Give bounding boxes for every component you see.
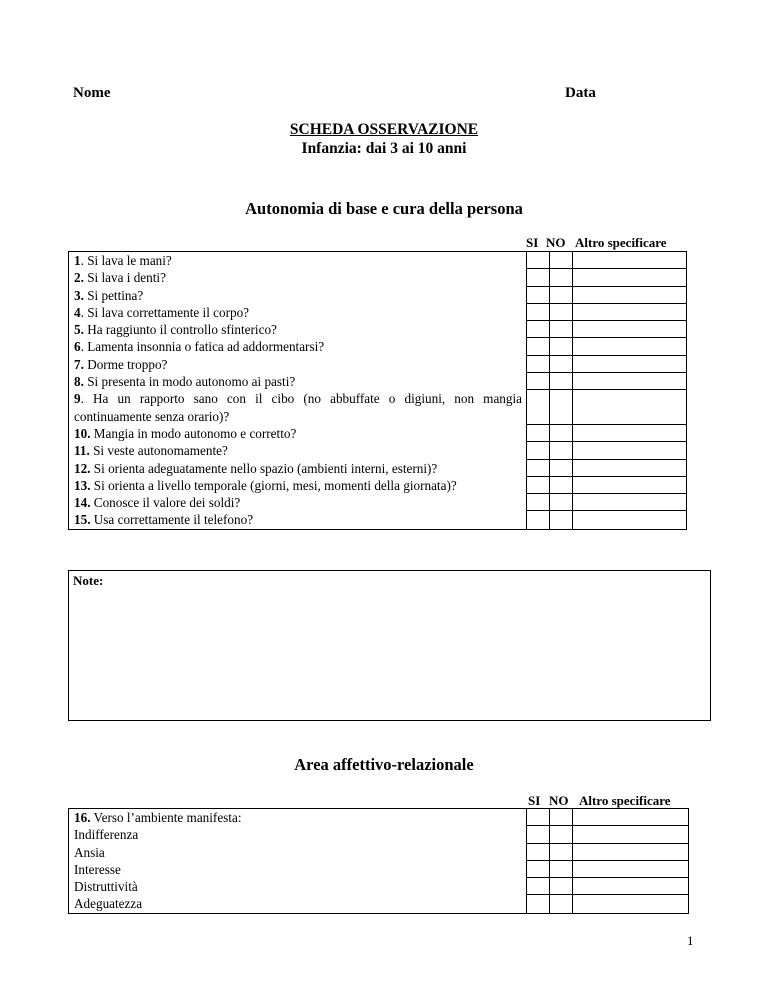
si-checkbox[interactable] bbox=[527, 304, 550, 321]
no-checkbox[interactable] bbox=[550, 252, 573, 269]
no-checkbox[interactable] bbox=[550, 809, 573, 826]
si-checkbox[interactable] bbox=[527, 252, 550, 269]
question-text: 6. Lamenta insonnia o fatica ad addormentarsi? bbox=[69, 338, 527, 355]
affettivo-table bbox=[68, 808, 689, 914]
table-row bbox=[69, 809, 688, 826]
autonomia-table bbox=[68, 251, 687, 530]
no-checkbox[interactable] bbox=[550, 442, 573, 459]
si-checkbox[interactable] bbox=[527, 390, 550, 425]
document-title: SCHEDA OSSERVAZIONE bbox=[289, 121, 479, 138]
si-checkbox[interactable] bbox=[527, 269, 550, 286]
no-checkbox[interactable] bbox=[550, 390, 573, 425]
table-row bbox=[69, 460, 686, 477]
no-checkbox[interactable] bbox=[550, 269, 573, 286]
table-row bbox=[69, 511, 686, 528]
column-header-si: SI bbox=[528, 793, 541, 808]
altro-field[interactable] bbox=[573, 390, 686, 425]
no-checkbox[interactable] bbox=[550, 460, 573, 477]
table-row bbox=[69, 442, 686, 459]
si-checkbox[interactable] bbox=[527, 460, 550, 477]
no-checkbox[interactable] bbox=[550, 321, 573, 338]
no-checkbox[interactable] bbox=[550, 304, 573, 321]
option-text: Distruttività bbox=[69, 878, 527, 895]
question-text: 13. Si orienta a livello temporale (giorni, mesi, momenti della giornata)? bbox=[69, 477, 527, 494]
si-checkbox[interactable] bbox=[527, 511, 550, 528]
section-heading-affettivo: Area affettivo-relazionale bbox=[294, 755, 474, 774]
no-checkbox[interactable] bbox=[550, 861, 573, 878]
page-number: 1 bbox=[687, 933, 694, 948]
altro-field[interactable] bbox=[573, 878, 688, 895]
question-text: 14. Conosce il valore dei soldi? bbox=[69, 494, 527, 511]
question-text: 11. Si veste autonomamente? bbox=[69, 442, 527, 459]
question-text: 9. Ha un rapporto sano con il cibo (no abbuffate o digiuni, non mangia continuamente senza orario)? bbox=[69, 390, 527, 425]
no-checkbox[interactable] bbox=[550, 895, 573, 912]
altro-field[interactable] bbox=[573, 442, 686, 459]
no-checkbox[interactable] bbox=[550, 494, 573, 511]
altro-field[interactable] bbox=[573, 269, 686, 286]
table-row bbox=[69, 477, 686, 494]
question-text: 8. Si presenta in modo autonomo ai pasti? bbox=[69, 373, 527, 390]
table-row bbox=[69, 356, 686, 373]
no-checkbox[interactable] bbox=[550, 338, 573, 355]
option-text: Adeguatezza bbox=[69, 895, 527, 912]
si-checkbox[interactable] bbox=[527, 494, 550, 511]
si-checkbox[interactable] bbox=[527, 826, 550, 843]
section-heading-autonomia: Autonomia di base e cura della persona bbox=[245, 199, 523, 218]
si-checkbox[interactable] bbox=[527, 356, 550, 373]
option-text: Interesse bbox=[69, 861, 527, 878]
altro-field[interactable] bbox=[573, 861, 688, 878]
option-text: Indifferenza bbox=[69, 826, 527, 843]
question-text: 4. Si lava correttamente il corpo? bbox=[69, 304, 527, 321]
si-checkbox[interactable] bbox=[527, 861, 550, 878]
table-row bbox=[69, 321, 686, 338]
no-checkbox[interactable] bbox=[550, 356, 573, 373]
si-checkbox[interactable] bbox=[527, 844, 550, 861]
no-checkbox[interactable] bbox=[550, 425, 573, 442]
altro-field[interactable] bbox=[573, 494, 686, 511]
si-checkbox[interactable] bbox=[527, 373, 550, 390]
no-checkbox[interactable] bbox=[550, 287, 573, 304]
altro-field[interactable] bbox=[573, 477, 686, 494]
altro-field[interactable] bbox=[573, 338, 686, 355]
si-checkbox[interactable] bbox=[527, 287, 550, 304]
nome-label: Nome bbox=[73, 85, 111, 101]
si-checkbox[interactable] bbox=[527, 878, 550, 895]
document-subtitle: Infanzia: dai 3 ai 10 anni bbox=[301, 140, 467, 157]
table-row bbox=[69, 304, 686, 321]
altro-field[interactable] bbox=[573, 511, 686, 528]
altro-field[interactable] bbox=[573, 844, 688, 861]
notes-box[interactable] bbox=[68, 570, 711, 721]
si-checkbox[interactable] bbox=[527, 809, 550, 826]
no-checkbox[interactable] bbox=[550, 373, 573, 390]
altro-field[interactable] bbox=[573, 252, 686, 269]
question-text: 16. Verso l’ambiente manifesta: bbox=[69, 809, 527, 826]
table-row bbox=[69, 338, 686, 355]
column-header-altro: Altro specificare bbox=[575, 235, 667, 250]
altro-field[interactable] bbox=[573, 425, 686, 442]
no-checkbox[interactable] bbox=[550, 511, 573, 528]
column-header-no: NO bbox=[546, 235, 566, 250]
table-row bbox=[69, 390, 686, 425]
question-text: 2. Si lava i denti? bbox=[69, 269, 527, 286]
altro-field[interactable] bbox=[573, 895, 688, 912]
column-header-no: NO bbox=[549, 793, 569, 808]
table-row bbox=[69, 878, 688, 895]
altro-field[interactable] bbox=[573, 809, 688, 826]
no-checkbox[interactable] bbox=[550, 878, 573, 895]
altro-field[interactable] bbox=[573, 373, 686, 390]
question-text: 12. Si orienta adeguatamente nello spazio (ambienti interni, esterni)? bbox=[69, 460, 527, 477]
table-row bbox=[69, 373, 686, 390]
si-checkbox[interactable] bbox=[527, 895, 550, 912]
no-checkbox[interactable] bbox=[550, 477, 573, 494]
altro-field[interactable] bbox=[573, 826, 688, 843]
altro-field[interactable] bbox=[573, 460, 686, 477]
table-row bbox=[69, 895, 688, 912]
question-text: 3. Si pettina? bbox=[69, 287, 527, 304]
notes-label: Note: bbox=[73, 573, 104, 588]
table-row bbox=[69, 494, 686, 511]
no-checkbox[interactable] bbox=[550, 826, 573, 843]
question-text: 1. Si lava le mani? bbox=[69, 252, 527, 269]
table-row bbox=[69, 425, 686, 442]
si-checkbox[interactable] bbox=[527, 321, 550, 338]
altro-field[interactable] bbox=[573, 356, 686, 373]
altro-field[interactable] bbox=[573, 321, 686, 338]
si-checkbox[interactable] bbox=[527, 425, 550, 442]
table-row bbox=[69, 861, 688, 878]
si-checkbox[interactable] bbox=[527, 442, 550, 459]
altro-field[interactable] bbox=[573, 304, 686, 321]
si-checkbox[interactable] bbox=[527, 477, 550, 494]
si-checkbox[interactable] bbox=[527, 338, 550, 355]
question-text: 10. Mangia in modo autonomo e corretto? bbox=[69, 425, 527, 442]
table-row bbox=[69, 287, 686, 304]
table-row bbox=[69, 252, 686, 269]
table-row bbox=[69, 269, 686, 286]
table-row bbox=[69, 844, 688, 861]
question-text: 7. Dorme troppo? bbox=[69, 356, 527, 373]
question-text: 15. Usa correttamente il telefono? bbox=[69, 511, 527, 528]
column-header-altro: Altro specificare bbox=[579, 793, 671, 808]
column-header-si: SI bbox=[526, 235, 539, 250]
option-text: Ansia bbox=[69, 844, 527, 861]
data-label: Data bbox=[565, 85, 596, 101]
altro-field[interactable] bbox=[573, 287, 686, 304]
table-row bbox=[69, 826, 688, 843]
question-text: 5. Ha raggiunto il controllo sfinterico? bbox=[69, 321, 527, 338]
no-checkbox[interactable] bbox=[550, 844, 573, 861]
